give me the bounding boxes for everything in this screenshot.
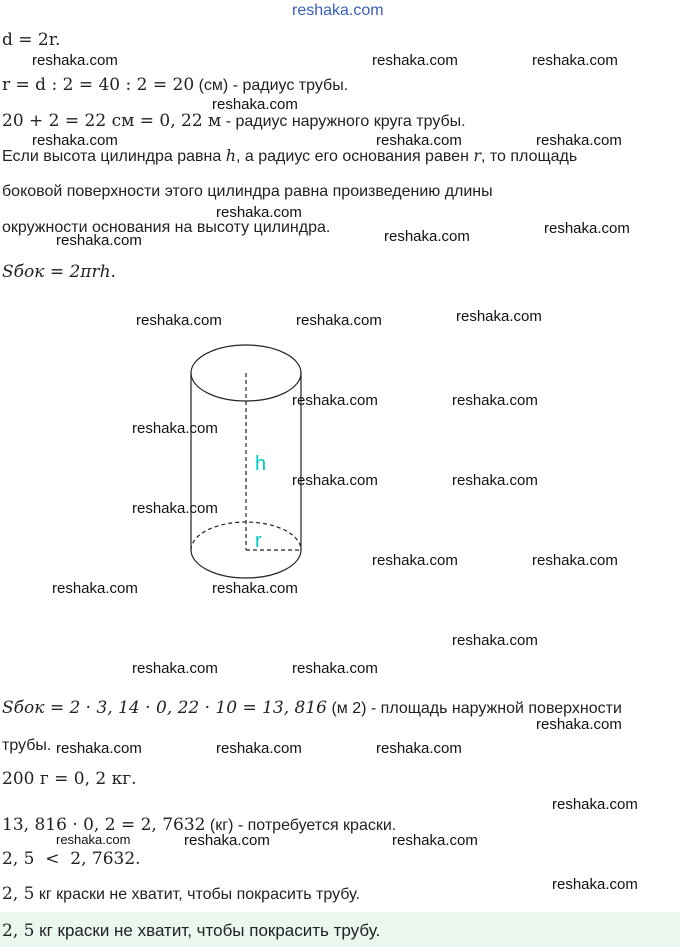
watermark: reshaka.com xyxy=(536,132,622,149)
def-part-b: , а радиус его основания равен xyxy=(236,148,474,165)
watermark: reshaka.com xyxy=(376,740,462,757)
watermark: reshaka.com xyxy=(292,660,378,677)
watermark: reshaka.com xyxy=(136,312,222,329)
line-comparison: 2, 5 < 2, 7632. xyxy=(2,849,141,869)
cylinder-figure xyxy=(150,330,350,600)
watermark: reshaka.com xyxy=(372,552,458,569)
watermark: reshaka.com xyxy=(56,740,142,757)
line-definition-2: боковой поверхности этого цилиндра равна произведению длины xyxy=(2,183,493,200)
watermark: reshaka.com xyxy=(32,132,118,149)
watermark: reshaka.com xyxy=(212,96,298,113)
watermark: reshaka.com xyxy=(216,204,302,221)
line-outer-radius xyxy=(2,111,466,132)
watermark: reshaka.com xyxy=(132,500,218,517)
watermark: reshaka.com xyxy=(372,52,458,69)
answer-words: кг краски не хватит, чтобы покрасить трубу. xyxy=(34,921,381,940)
watermark: reshaka.com xyxy=(452,472,538,489)
answer-math: 2, 5 xyxy=(2,921,35,941)
line-outer-radius-text: - радиус наружного круга трубы. xyxy=(221,113,466,130)
watermark: reshaka.com xyxy=(392,832,478,849)
answer-text xyxy=(2,921,380,941)
watermark: reshaka.com xyxy=(532,52,618,69)
watermark: reshaka.com xyxy=(456,308,542,325)
watermark: reshaka.com xyxy=(296,312,382,329)
watermark: reshaka.com xyxy=(216,740,302,757)
def-part-a: Если высота цилиндра равна xyxy=(2,148,226,165)
def-r: r xyxy=(473,146,481,165)
line-definition-1 xyxy=(2,146,577,167)
watermark: reshaka.com xyxy=(32,52,118,69)
line-radius-text: (см) - радиус трубы. xyxy=(194,77,349,94)
formula-lateral-area: Sбок = 2πrh. xyxy=(2,262,116,282)
label-r: r xyxy=(255,530,262,552)
watermark: reshaka.com xyxy=(292,392,378,409)
watermark: reshaka.com xyxy=(452,392,538,409)
answer-box xyxy=(0,912,680,947)
line-area-calc-cont: трубы. xyxy=(2,737,52,754)
paint-needed-math: 13, 816 · 0, 2 = 2, 7632 xyxy=(2,815,206,835)
watermark: reshaka.com xyxy=(552,876,638,893)
watermark: reshaka.com xyxy=(56,232,142,249)
watermark: reshaka.com xyxy=(532,552,618,569)
watermark: reshaka.com xyxy=(184,832,270,849)
label-h: h xyxy=(255,453,267,475)
watermark: reshaka.com xyxy=(552,796,638,813)
conclusion-text: кг краски не хватит, чтобы покрасить трубу. xyxy=(34,886,360,903)
def-part-c: , то площадь xyxy=(481,148,578,165)
cylinder-bottom-front xyxy=(191,550,301,578)
watermark: reshaka.com xyxy=(452,632,538,649)
paint-needed-text: (кг) - потребуется краски. xyxy=(205,817,397,834)
line-definition-3: окружности основания на высоту цилиндра. xyxy=(2,219,331,236)
watermark: reshaka.com xyxy=(56,832,131,847)
area-calc-math: Sбок = 2 · 3, 14 · 0, 22 · 10 = 13, 816 xyxy=(2,698,327,718)
watermark: reshaka.com xyxy=(384,228,470,245)
watermark: reshaka.com xyxy=(212,580,298,597)
line-radius xyxy=(2,75,348,96)
line-conclusion xyxy=(2,884,360,905)
conclusion-math: 2, 5 xyxy=(2,884,35,904)
watermark: reshaka.com xyxy=(292,472,378,489)
watermark: reshaka.com xyxy=(132,420,218,437)
watermark: reshaka.com xyxy=(52,580,138,597)
line-d-eq-2r: d = 2r. xyxy=(2,30,61,50)
line-radius-math: r = d : 2 = 40 : 2 = 20 xyxy=(2,75,195,95)
site-header-link[interactable]: reshaka.com xyxy=(292,2,384,19)
line-outer-radius-math: 20 + 2 = 22 см = 0, 22 м xyxy=(2,111,222,131)
watermark: reshaka.com xyxy=(376,132,462,149)
watermark: reshaka.com xyxy=(536,716,622,733)
watermark: reshaka.com xyxy=(132,660,218,677)
line-area-calc xyxy=(2,698,622,719)
def-h: h xyxy=(225,146,237,165)
area-calc-text: (м 2) - площадь наружной поверхности xyxy=(327,700,622,717)
watermark: reshaka.com xyxy=(544,220,630,237)
line-paint-per-m2: 200 г = 0, 2 кг. xyxy=(2,769,137,789)
